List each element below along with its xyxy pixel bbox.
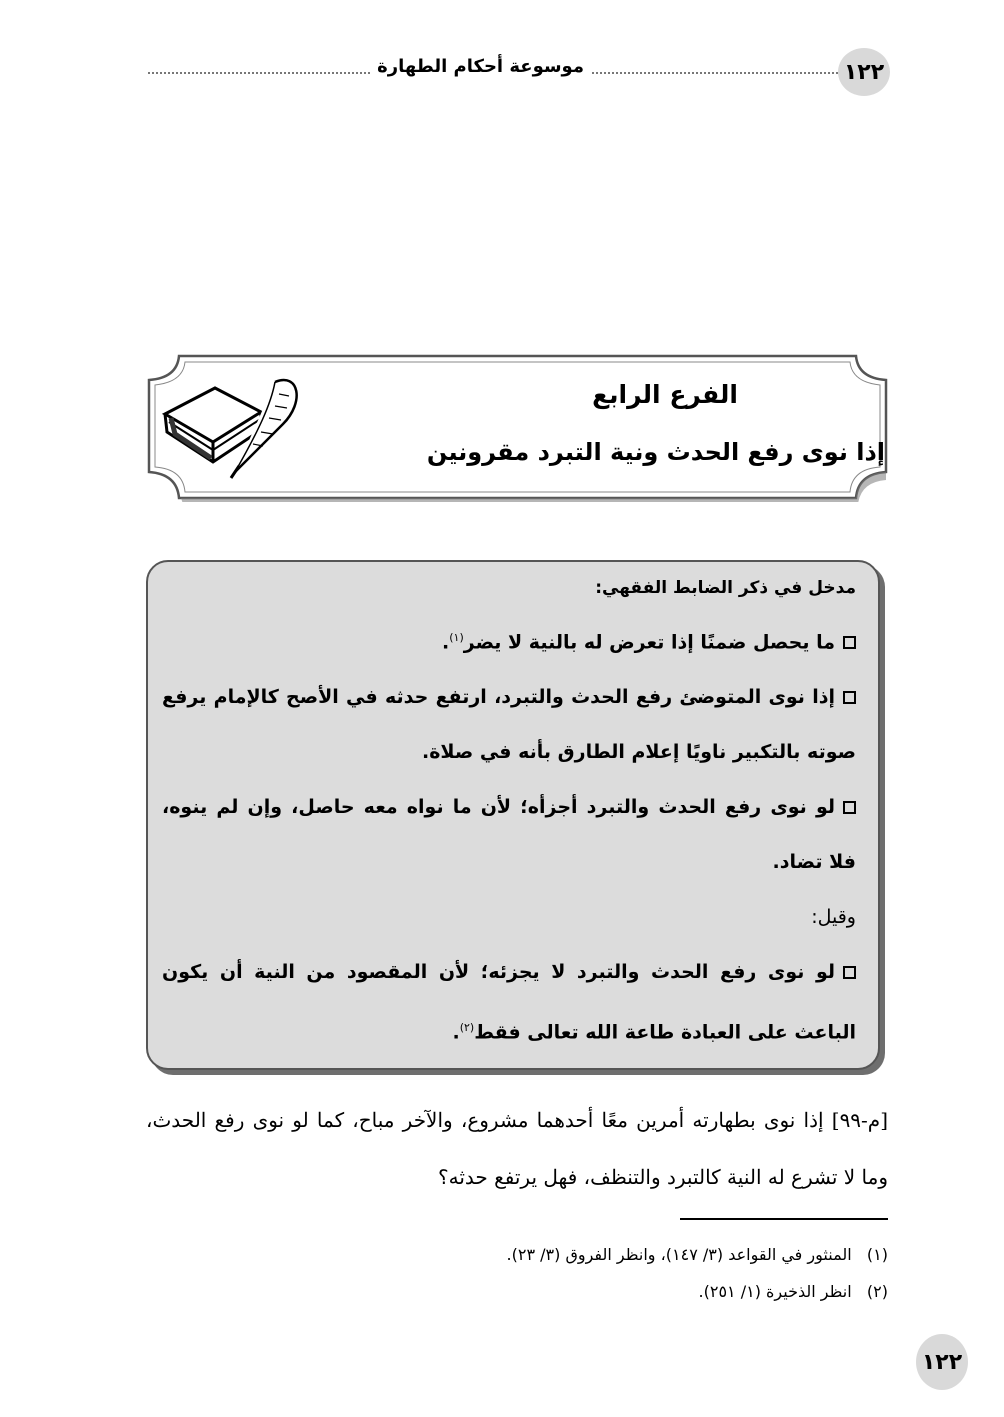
checkbox-bullet-icon (843, 801, 856, 814)
fiqh-rule-box (146, 560, 880, 1070)
section-title: الفرع الرابع (592, 380, 738, 409)
page-number-badge-bottom: ١٢٢ (916, 1334, 968, 1390)
rule-item-end: . (442, 631, 450, 654)
rule-box-heading: مدخل في ذكر الضابط الفقهي: (595, 578, 856, 598)
checkbox-bullet-icon (843, 636, 856, 649)
footnote-number: (١) (866, 1245, 888, 1264)
footnote-text: انظر الذخيرة (١/ ٢٥١). (698, 1282, 852, 1301)
header-dotted-rule-left (148, 72, 370, 74)
header-dotted-rule-right (592, 72, 838, 74)
rule-item-text: ما يحصل ضمنًا إذا تعرض له بالنية لا يضر (463, 631, 835, 654)
footnote-separator (680, 1218, 888, 1220)
rule-item-text: لو نوى رفع الحدث والتبرد أجزأه؛ لأن ما نواه معه حاصل، وإن لم ينوه، فلا تضاد. (162, 796, 856, 874)
rule-item-text: إذا نوى المتوضئ رفع الحدث والتبرد، ارتفع حدثه في الأصح كالإمام يرفع صوته بالتكبير ناويًا إعلام الطارق بأنه في صلاة. (162, 686, 856, 764)
rule-item-end: . (452, 1021, 460, 1044)
section-subtitle: إذا نوى رفع الحدث ونية التبرد مقرونين (426, 438, 885, 466)
rule-item-4 (162, 945, 856, 1060)
rule-item-3 (162, 780, 856, 890)
footnote-number: (٢) (866, 1282, 888, 1301)
body-paragraph: [م-٩٩] إذا نوى بطهارته أمرين معًا أحدهما مشروع، والآخر مباح، كما لو نوى رفع الحدث، وما لا تشرع له النية كالتبرد والتنظف، فهل يرتفع حدثه؟ (146, 1108, 888, 1189)
running-title: موسوعة أحكام الطهارة (377, 56, 584, 77)
footnote-2 (507, 1273, 888, 1310)
footnotes (507, 1236, 888, 1310)
footnote-ref: (٢) (459, 1021, 475, 1035)
ornamental-frame (145, 352, 890, 502)
checkbox-bullet-icon (843, 966, 856, 979)
checkbox-bullet-icon (843, 691, 856, 704)
footnote-ref: (١) (449, 631, 464, 644)
footnote-text: المنثور في القواعد (٣/ ١٤٧)، وانظر الفروق (٣/ ٢٣). (506, 1245, 852, 1264)
page-number-badge-top: ١٢٢ (838, 48, 890, 96)
running-header (148, 48, 890, 96)
footnote-1 (507, 1236, 888, 1273)
rule-item-2 (162, 670, 856, 780)
rule-item-1 (162, 610, 856, 670)
rule-item-text: لو نوى رفع الحدث والتبرد لا يجزئه؛ لأن المقصود من النية أن يكون الباعث على العبادة طاعة الله تعالى فقط (162, 961, 856, 1044)
rule-box-content (162, 570, 856, 1061)
section-title-frame (145, 352, 890, 502)
rule-qila: وقيل: (811, 906, 856, 929)
